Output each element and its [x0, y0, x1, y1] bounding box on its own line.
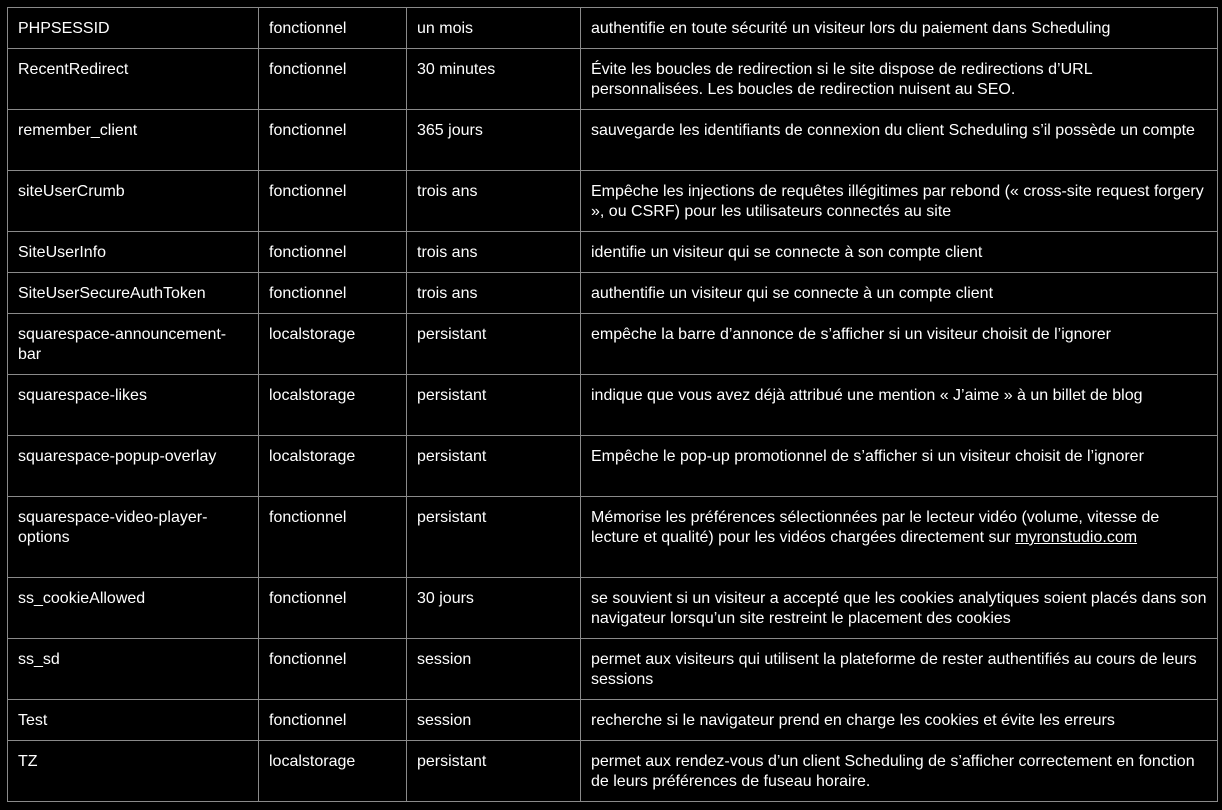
table-row [8, 639, 1218, 700]
table-row [8, 232, 1218, 273]
cookie-type: fonctionnel [259, 49, 407, 110]
cookie-name: TZ [8, 741, 259, 802]
cookie-type: localstorage [259, 741, 407, 802]
cookie-type: localstorage [259, 314, 407, 375]
cookie-description: authentifie en toute sécurité un visiteur lors du paiement dans Scheduling [581, 8, 1218, 49]
cookie-description: empêche la barre d’annonce de s’afficher si un visiteur choisit de l’ignorer [581, 314, 1218, 375]
table-row [8, 375, 1218, 436]
cookie-description: Mémorise les préférences sélectionnées par le lecteur vidéo (volume, vitesse de lecture et qualité) pour les vidéos chargées directement sur [591, 509, 1160, 546]
cookie-name: PHPSESSID [8, 8, 259, 49]
cookie-name: SiteUserSecureAuthToken [8, 273, 259, 314]
cookie-description: permet aux visiteurs qui utilisent la plateforme de rester authentifiés au cours de leurs sessions [581, 639, 1218, 700]
cookie-type: localstorage [259, 375, 407, 436]
table-row [8, 741, 1218, 802]
table-row [8, 8, 1218, 49]
cookie-name: squarespace-announcement-bar [8, 314, 259, 375]
cookie-duration: 30 jours [407, 578, 581, 639]
cookie-type: fonctionnel [259, 639, 407, 700]
cookie-description: Empêche les injections de requêtes illégitimes par rebond (« cross-site request forgery », ou CSRF) pour les utilisateurs connectés au site [581, 171, 1218, 232]
cookie-name: Test [8, 700, 259, 741]
table-row [8, 497, 1218, 578]
cookie-type: fonctionnel [259, 232, 407, 273]
table-row [8, 436, 1218, 497]
table-row [8, 273, 1218, 314]
cookie-name: squarespace-popup-overlay [8, 436, 259, 497]
cookie-duration: trois ans [407, 171, 581, 232]
cookie-name: remember_client [8, 110, 259, 171]
table-row [8, 110, 1218, 171]
cookie-name: siteUserCrumb [8, 171, 259, 232]
cookie-name: squarespace-likes [8, 375, 259, 436]
cookie-duration: 30 minutes [407, 49, 581, 110]
cookie-duration: persistant [407, 497, 581, 578]
cookie-type: fonctionnel [259, 110, 407, 171]
cookie-name: SiteUserInfo [8, 232, 259, 273]
cookie-description: permet aux rendez-vous d’un client Scheduling de s’afficher correctement en fonction de leurs préférences de fuseau horaire. [581, 741, 1218, 802]
cookie-duration: 365 jours [407, 110, 581, 171]
cookie-description: indique que vous avez déjà attribué une mention « J’aime » à un billet de blog [581, 375, 1218, 436]
cookie-type: fonctionnel [259, 497, 407, 578]
cookie-description: authentifie un visiteur qui se connecte à un compte client [581, 273, 1218, 314]
cookie-table-container [7, 7, 1218, 802]
cookie-type: fonctionnel [259, 578, 407, 639]
cookie-duration: trois ans [407, 232, 581, 273]
cookie-name: ss_cookieAllowed [8, 578, 259, 639]
cookie-name: squarespace-video-player-options [8, 497, 259, 578]
cookie-name: ss_sd [8, 639, 259, 700]
cookie-duration: persistant [407, 375, 581, 436]
cookie-duration: session [407, 639, 581, 700]
cookie-description: sauvegarde les identifiants de connexion du client Scheduling s’il possède un compte [581, 110, 1218, 171]
cookie-type: fonctionnel [259, 700, 407, 741]
table-row [8, 700, 1218, 741]
cookie-type: fonctionnel [259, 273, 407, 314]
cookie-description: Évite les boucles de redirection si le site dispose de redirections d’URL personnalisées. Les boucles de redirection nuisent au SEO. [581, 49, 1218, 110]
cookie-type: fonctionnel [259, 171, 407, 232]
cookie-description: se souvient si un visiteur a accepté que les cookies analytiques soient placés dans son navigateur lorsqu’un site restreint le placement des cookies [581, 578, 1218, 639]
cookie-duration: un mois [407, 8, 581, 49]
cookie-duration: persistant [407, 314, 581, 375]
table-row [8, 578, 1218, 639]
cookie-type: fonctionnel [259, 8, 407, 49]
cookie-type: localstorage [259, 436, 407, 497]
cookie-duration: session [407, 700, 581, 741]
table-row [8, 171, 1218, 232]
cookie-duration: trois ans [407, 273, 581, 314]
table-row [8, 314, 1218, 375]
cookie-description: Empêche le pop-up promotionnel de s’afficher si un visiteur choisit de l’ignorer [581, 436, 1218, 497]
cookie-description: recherche si le navigateur prend en charge les cookies et évite les erreurs [581, 700, 1218, 741]
cookie-table [7, 7, 1218, 802]
cookie-description-cell [581, 497, 1218, 578]
site-link[interactable]: myronstudio.com [1015, 529, 1138, 546]
table-row [8, 49, 1218, 110]
cookie-name: RecentRedirect [8, 49, 259, 110]
cookie-duration: persistant [407, 741, 581, 802]
cookie-duration: persistant [407, 436, 581, 497]
cookie-description: identifie un visiteur qui se connecte à son compte client [581, 232, 1218, 273]
